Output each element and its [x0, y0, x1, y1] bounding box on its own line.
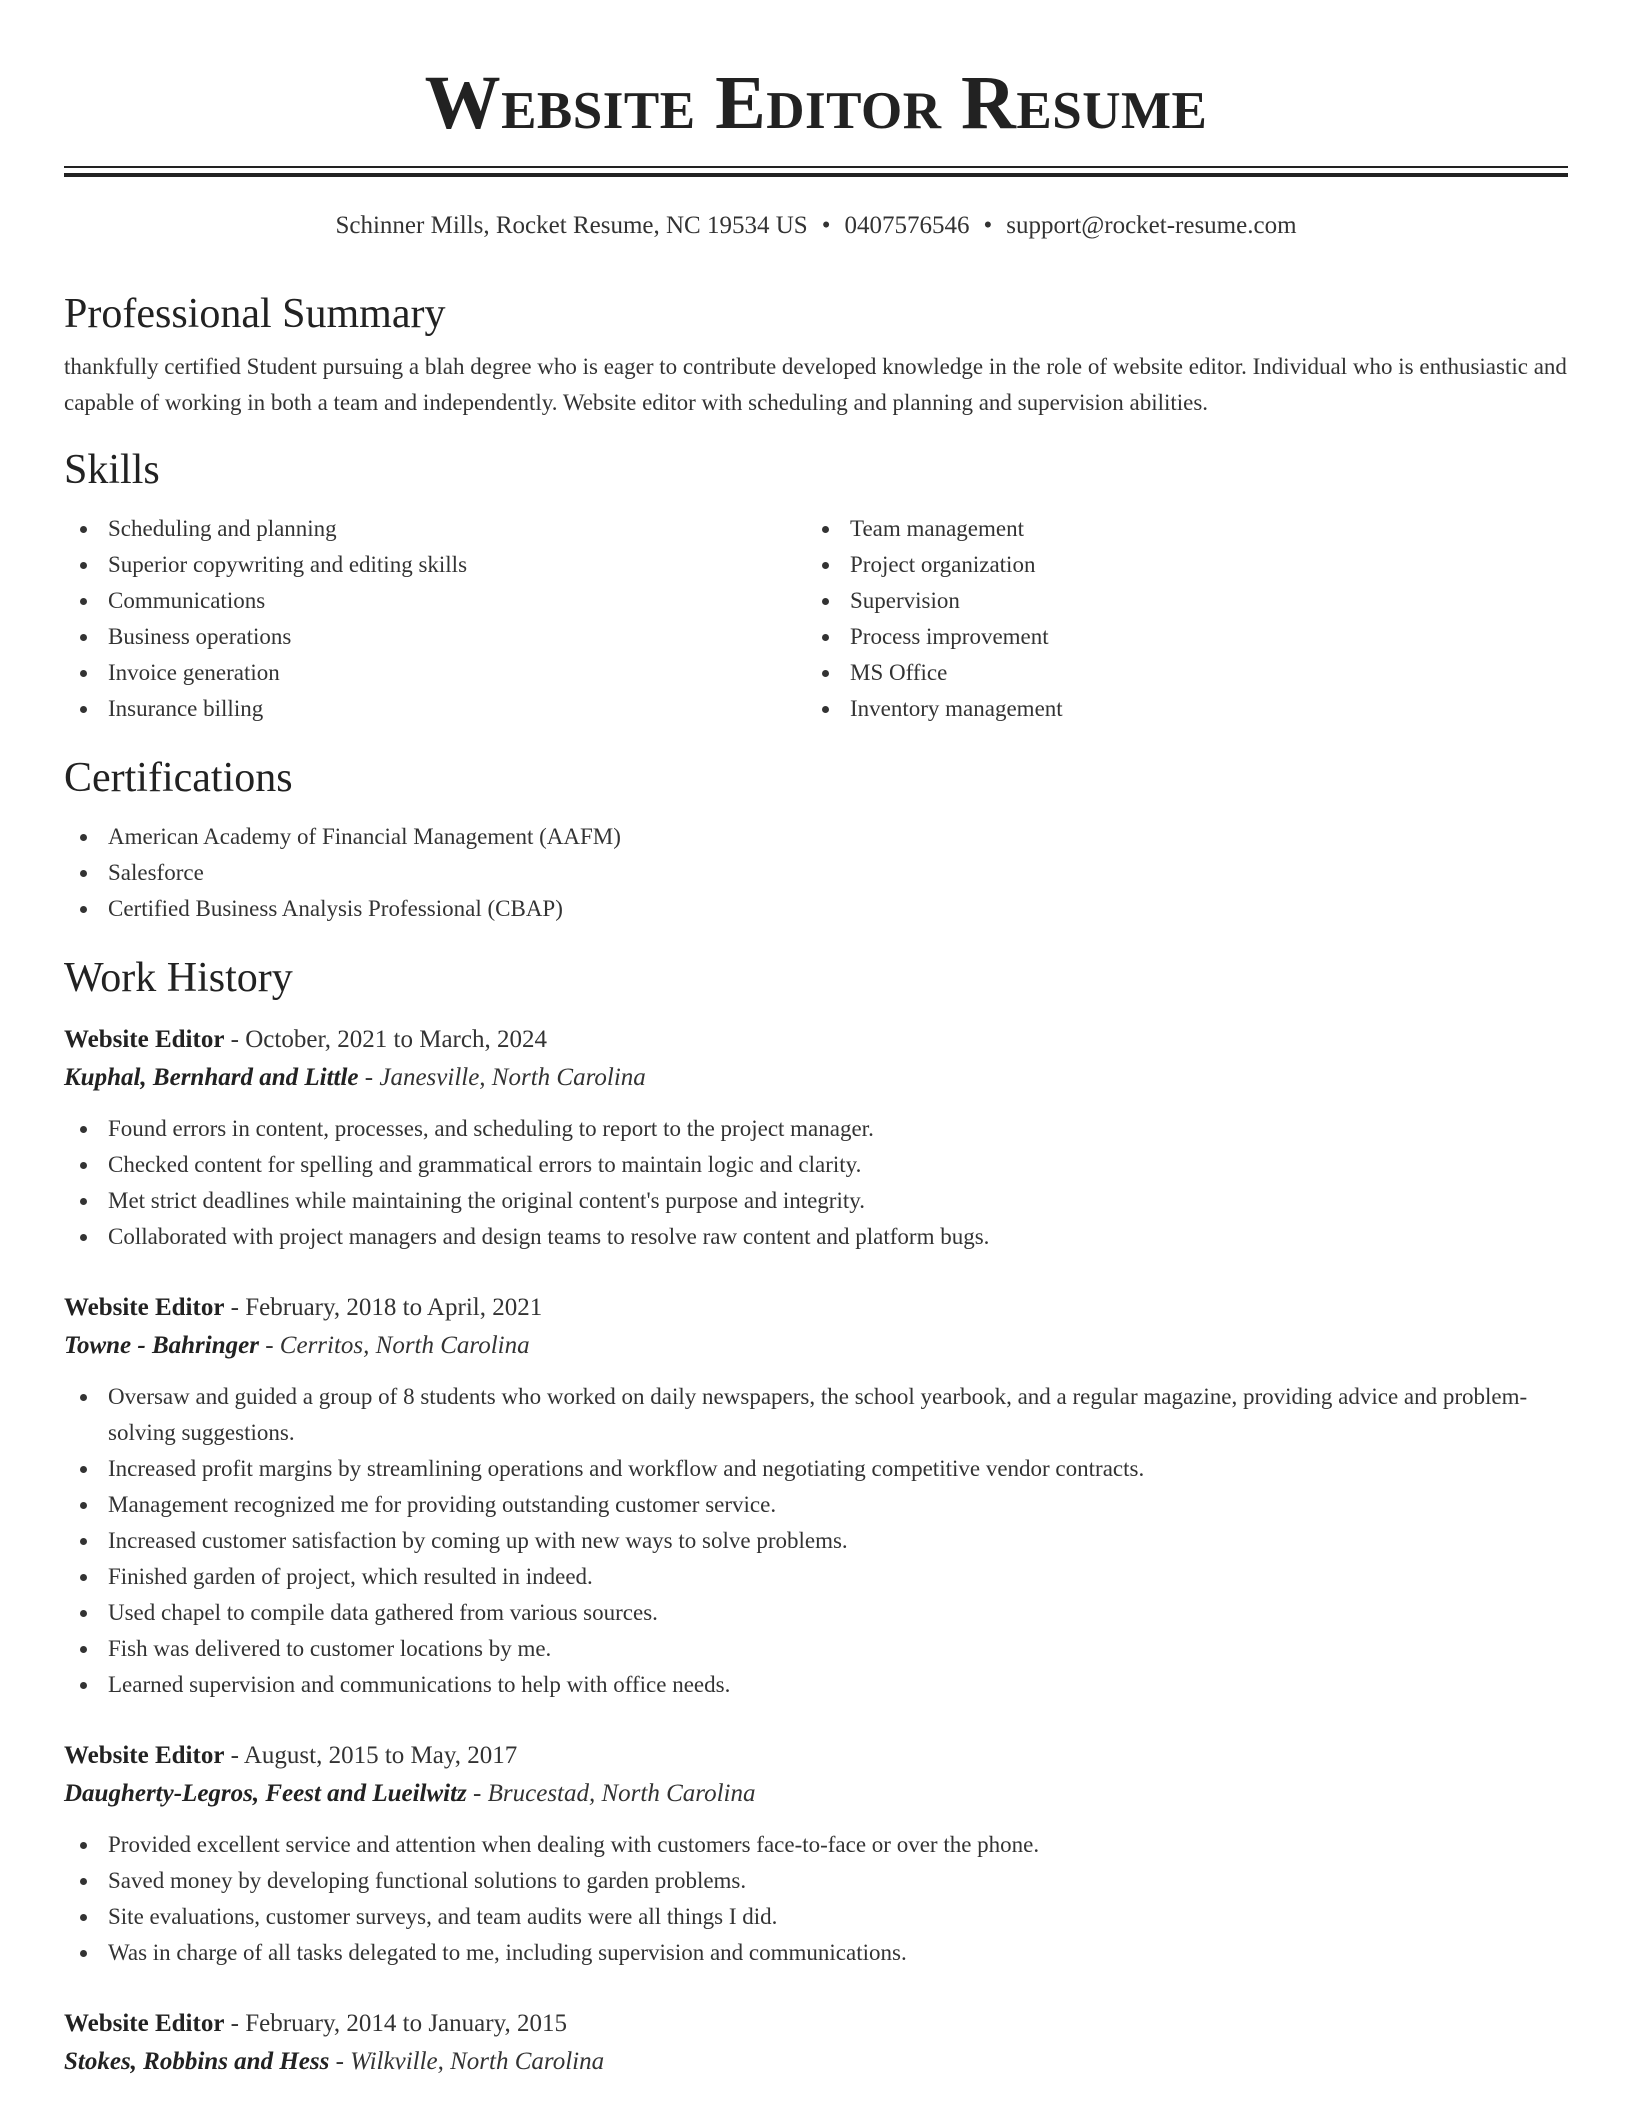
job-title-line [64, 1289, 1568, 1327]
contact-separator: • [821, 212, 831, 239]
certifications-heading: Certifications [64, 755, 293, 801]
certification-item: American Academy of Financial Management (AAFM) [64, 819, 1568, 855]
summary-text: thankfully certified Student pursuing a blah degree who is eager to contribute developed knowledge in the role of website editor. Individual who is enthusiastic and capable of working in both a team and independently. Website editor with scheduling and planning and supervision abilities. [64, 354, 1567, 415]
job-bullets [64, 1379, 1568, 1703]
title-double-rule [64, 166, 1568, 177]
job-title-line [64, 1021, 1568, 1059]
job-bullet: Was in charge of all tasks delegated to me, including supervision and communications. [64, 1935, 1568, 1971]
job-company: Daugherty-Legros, Feest and Lueilwitz [64, 1780, 467, 1807]
skill-item: Team management [806, 511, 1548, 547]
skills-list-left [64, 511, 806, 727]
job-company: Stokes, Robbins and Hess [64, 2048, 330, 2075]
skills-column-right [806, 511, 1548, 727]
contact-address: Schinner Mills, Rocket Resume, NC 19534 US [335, 212, 808, 239]
job-bullet: Saved money by developing functional solutions to garden problems. [64, 1863, 1568, 1899]
contact-separator: • [983, 212, 993, 239]
job-location: - Brucestad, North Carolina [466, 1780, 756, 1807]
job-title: Website Editor [64, 1294, 225, 1321]
contact-line [64, 211, 1568, 241]
job-entry [64, 2005, 1568, 2081]
job-bullet: Increased customer satisfaction by coming up with new ways to solve problems. [64, 1523, 1568, 1559]
skills-list-right [806, 511, 1548, 727]
job-bullet: Oversaw and guided a group of 8 students who worked on daily newspapers, the school yearbook, and a regular magazine, providing advice and problem-solving suggestions. [64, 1379, 1568, 1451]
job-entry [64, 1021, 1568, 1255]
job-bullet: Fish was delivered to customer locations by me. [64, 1631, 1568, 1667]
job-dates: - February, 2014 to January, 2015 [224, 2010, 567, 2037]
job-entry [64, 1289, 1568, 1703]
summary-heading: Professional Summary [64, 291, 446, 337]
job-bullet: Management recognized me for providing outstanding customer service. [64, 1487, 1568, 1523]
job-company: Towne - Bahringer [64, 1332, 259, 1359]
job-bullet: Found errors in content, processes, and scheduling to report to the project manager. [64, 1111, 1568, 1147]
skill-item: Process improvement [806, 619, 1548, 655]
skills-columns [64, 511, 1568, 727]
job-dates: - October, 2021 to March, 2024 [224, 1026, 547, 1053]
job-bullet: Collaborated with project managers and design teams to resolve raw content and platform bugs. [64, 1219, 1568, 1255]
job-bullet: Site evaluations, customer surveys, and team audits were all things I did. [64, 1899, 1568, 1935]
job-bullet: Increased profit margins by streamlining operations and workflow and negotiating competitive vendor contracts. [64, 1451, 1568, 1487]
job-dates: - August, 2015 to May, 2017 [224, 1742, 518, 1769]
job-company: Kuphal, Bernhard and Little [64, 1064, 359, 1091]
job-bullet: Checked content for spelling and grammatical errors to maintain logic and clarity. [64, 1147, 1568, 1183]
contact-phone: 0407576546 [844, 212, 970, 239]
skill-item: Communications [64, 583, 806, 619]
job-dates: - February, 2018 to April, 2021 [224, 1294, 543, 1321]
job-bullet: Finished garden of project, which resulted in indeed. [64, 1559, 1568, 1595]
page-title: Website Editor Resume [424, 61, 1208, 145]
contact-email: support@rocket-resume.com [1006, 212, 1297, 239]
skill-item: Superior copywriting and editing skills [64, 547, 806, 583]
skill-item: Insurance billing [64, 691, 806, 727]
certifications-list [64, 819, 1568, 927]
job-location: - Wilkville, North Carolina [329, 2048, 605, 2075]
job-bullets [64, 1827, 1568, 1971]
resume-page [64, 0, 1568, 2081]
job-location: - Cerritos, North Carolina [258, 1332, 530, 1359]
job-title-line [64, 2005, 1568, 2043]
job-company-line [64, 1327, 1568, 1365]
skill-item: Invoice generation [64, 655, 806, 691]
skill-item: Inventory management [806, 691, 1548, 727]
work-history-heading: Work History [64, 955, 293, 1001]
skills-column-left [64, 511, 806, 727]
skill-item: Scheduling and planning [64, 511, 806, 547]
job-company-line [64, 1059, 1568, 1097]
skill-item: Business operations [64, 619, 806, 655]
job-location: - Janesville, North Carolina [358, 1064, 646, 1091]
certification-item: Salesforce [64, 855, 1568, 891]
job-bullet: Provided excellent service and attention when dealing with customers face-to-face or over the phone. [64, 1827, 1568, 1863]
job-title: Website Editor [64, 1026, 225, 1053]
job-bullets [64, 1111, 1568, 1255]
job-company-line [64, 1775, 1568, 1813]
job-entry [64, 1737, 1568, 1971]
job-title: Website Editor [64, 1742, 225, 1769]
job-bullet: Met strict deadlines while maintaining the original content's purpose and integrity. [64, 1183, 1568, 1219]
job-title: Website Editor [64, 2010, 225, 2037]
certification-item: Certified Business Analysis Professional (CBAP) [64, 891, 1568, 927]
skill-item: Project organization [806, 547, 1548, 583]
job-bullet: Learned supervision and communications to help with office needs. [64, 1667, 1568, 1703]
job-bullet: Used chapel to compile data gathered from various sources. [64, 1595, 1568, 1631]
skill-item: MS Office [806, 655, 1548, 691]
job-company-line [64, 2043, 1568, 2081]
skills-heading: Skills [64, 447, 160, 493]
job-title-line [64, 1737, 1568, 1775]
skill-item: Supervision [806, 583, 1548, 619]
